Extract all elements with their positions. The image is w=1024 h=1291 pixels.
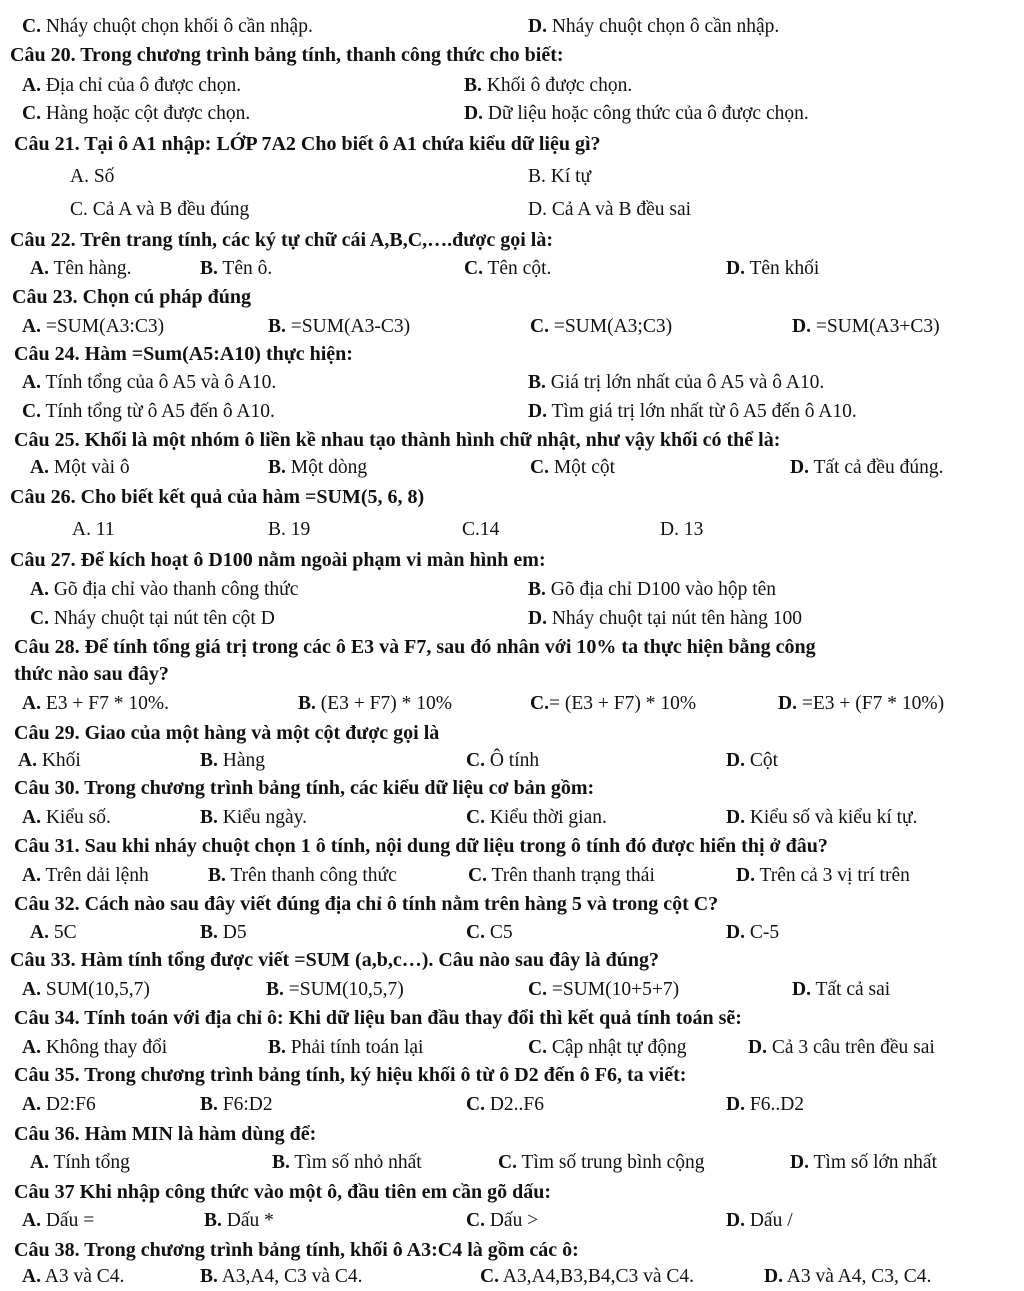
answer-option bbox=[30, 918, 77, 947]
option-letter: C. bbox=[530, 457, 549, 478]
option-text: Nháy chuột chọn ô cần nhập. bbox=[546, 16, 780, 37]
option-letter: A. bbox=[22, 1094, 41, 1115]
option-text: A3,A4,B3,B4,C3 và C4. bbox=[498, 1266, 694, 1287]
answer-option bbox=[530, 453, 615, 482]
answer-options-row bbox=[0, 254, 1024, 283]
option-letter: D. bbox=[792, 316, 811, 337]
option-letter: B. bbox=[200, 1266, 218, 1287]
option-letter: B. bbox=[528, 579, 546, 600]
option-text: C5 bbox=[484, 922, 513, 943]
question-text: Câu 34. Tính toán với địa chỉ ô: Khi dữ liệu ban đầu thay đổi thì kết quả tính toán sẽ: bbox=[14, 1007, 742, 1029]
answer-options-row bbox=[0, 975, 1024, 1004]
option-text: Trên thanh trạng thái bbox=[486, 865, 655, 886]
option-letter: C. bbox=[22, 103, 41, 124]
option-letter: A. bbox=[22, 316, 41, 337]
option-text: Tính tổng từ ô A5 đến ô A10. bbox=[40, 401, 275, 422]
answer-option bbox=[468, 861, 655, 890]
question-text: Câu 24. Hàm =Sum(A5:A10) thực hiện: bbox=[14, 343, 353, 365]
option-letter: D. bbox=[726, 1094, 745, 1115]
option-text: A. Số bbox=[70, 166, 115, 187]
option-text: (E3 + F7) * 10% bbox=[315, 693, 453, 714]
question-text: Câu 20. Trong chương trình bảng tính, thanh công thức cho biết: bbox=[10, 44, 564, 66]
answer-option bbox=[528, 975, 679, 1004]
answer-option bbox=[530, 312, 672, 341]
option-letter: A. bbox=[22, 1210, 41, 1231]
option-letter: B. bbox=[266, 979, 284, 1000]
question-text: Câu 37 Khi nhập công thức vào một ô, đầu tiên em cần gõ dấu: bbox=[14, 1181, 552, 1203]
option-text: C-5 bbox=[744, 922, 780, 943]
answer-option bbox=[22, 1033, 167, 1062]
answer-option bbox=[764, 1262, 931, 1291]
answer-option bbox=[480, 1262, 694, 1291]
option-text: Kiểu số và kiểu kí tự. bbox=[744, 807, 918, 828]
answer-option bbox=[298, 689, 452, 718]
option-letter: B. bbox=[268, 457, 286, 478]
option-letter: C. bbox=[30, 608, 49, 629]
option-letter: A. bbox=[30, 1152, 49, 1173]
answer-option bbox=[464, 71, 632, 100]
option-letter: D. bbox=[792, 979, 811, 1000]
answer-option bbox=[268, 453, 367, 482]
answer-option bbox=[464, 254, 551, 283]
answer-option bbox=[70, 162, 114, 191]
option-text: =SUM(A3;C3) bbox=[548, 316, 673, 337]
option-text: A3 và A4, C3, C4. bbox=[782, 1266, 932, 1287]
option-text: Tất cả sai bbox=[810, 979, 891, 1000]
option-letter: D. bbox=[790, 457, 809, 478]
option-text: Nháy chuột tại nút tên hàng 100 bbox=[546, 608, 803, 629]
option-letter: A. bbox=[22, 75, 41, 96]
option-text: Kiểu ngày. bbox=[217, 807, 308, 828]
option-letter: A. bbox=[22, 1266, 41, 1287]
option-text: Gõ địa chỉ D100 vào hộp tên bbox=[545, 579, 777, 600]
answer-option bbox=[792, 312, 940, 341]
option-text: Một dòng bbox=[285, 457, 368, 478]
answer-option bbox=[528, 368, 824, 397]
option-letter: C. bbox=[466, 922, 485, 943]
option-letter: D. bbox=[464, 103, 483, 124]
option-letter: B. bbox=[464, 75, 482, 96]
option-text: Dấu = bbox=[40, 1210, 95, 1231]
option-text: Kiểu số. bbox=[40, 807, 111, 828]
option-letter: A. bbox=[22, 693, 41, 714]
option-text: B. 19 bbox=[268, 519, 311, 540]
option-text: Tên ô. bbox=[217, 258, 273, 279]
answer-options-row bbox=[0, 397, 1024, 426]
answer-option bbox=[528, 162, 591, 191]
question-text: Câu 33. Hàm tính tổng được viết =SUM (a,b,c…). Câu nào sau đây là đúng? bbox=[10, 949, 660, 971]
option-letter: C. bbox=[528, 1037, 547, 1058]
option-text: D2..F6 bbox=[484, 1094, 545, 1115]
answer-option bbox=[22, 803, 111, 832]
option-letter: D. bbox=[726, 1210, 745, 1231]
option-text: Dấu * bbox=[221, 1210, 274, 1231]
answer-option bbox=[466, 803, 607, 832]
answer-option bbox=[22, 312, 164, 341]
option-text: D. 13 bbox=[660, 519, 704, 540]
option-text: =SUM(A3+C3) bbox=[810, 316, 940, 337]
option-letter: C. bbox=[466, 750, 485, 771]
option-letter: A. bbox=[22, 865, 41, 886]
answer-option bbox=[30, 575, 298, 604]
option-letter: B. bbox=[204, 1210, 222, 1231]
question-text: Câu 35. Trong chương trình bảng tính, ký hiệu khối ô từ ô D2 đến ô F6, ta viết: bbox=[14, 1064, 687, 1086]
option-letter: C. bbox=[480, 1266, 499, 1287]
option-letter: A. bbox=[30, 922, 49, 943]
option-text: =SUM(10,5,7) bbox=[283, 979, 404, 1000]
question-text: Câu 38. Trong chương trình bảng tính, khối ô A3:C4 là gồm các ô: bbox=[14, 1239, 579, 1261]
option-text: Tên cột. bbox=[482, 258, 552, 279]
answer-option bbox=[70, 195, 249, 224]
answer-option bbox=[528, 397, 857, 426]
option-letter: B. bbox=[208, 865, 226, 886]
answer-option bbox=[268, 1033, 423, 1062]
option-letter: B. bbox=[200, 1094, 218, 1115]
option-text: Một vài ô bbox=[48, 457, 130, 478]
answer-option bbox=[268, 312, 410, 341]
option-text: Tên khối bbox=[744, 258, 820, 279]
option-letter: A. bbox=[30, 579, 49, 600]
option-text: =SUM(A3:C3) bbox=[40, 316, 165, 337]
option-text: Trên thanh công thức bbox=[225, 865, 397, 886]
answer-options-row bbox=[0, 453, 1024, 482]
answer-option bbox=[726, 1206, 793, 1235]
option-text: SUM(10,5,7) bbox=[40, 979, 150, 1000]
answer-option bbox=[726, 918, 779, 947]
option-text: Cập nhật tự động bbox=[546, 1037, 687, 1058]
option-letter: B. bbox=[298, 693, 316, 714]
answer-option bbox=[266, 975, 404, 1004]
answer-options-row bbox=[0, 368, 1024, 397]
answer-option bbox=[498, 1148, 705, 1177]
answer-option bbox=[30, 453, 130, 482]
option-letter: C. bbox=[22, 16, 41, 37]
option-text: Hàng bbox=[217, 750, 266, 771]
option-text: Kiểu thời gian. bbox=[484, 807, 607, 828]
option-text: Tất cả đều đúng. bbox=[808, 457, 944, 478]
option-letter: B. bbox=[200, 750, 218, 771]
answer-option bbox=[22, 397, 275, 426]
option-letter: D. bbox=[726, 258, 745, 279]
answer-options-row bbox=[0, 99, 1024, 128]
option-text: C.14 bbox=[462, 519, 500, 540]
answer-option bbox=[30, 254, 131, 283]
option-text: = (E3 + F7) * 10% bbox=[548, 693, 697, 714]
option-text: Phải tính toán lại bbox=[285, 1037, 424, 1058]
option-letter: D. bbox=[790, 1152, 809, 1173]
option-letter: B. bbox=[200, 922, 218, 943]
answer-options-row bbox=[0, 1148, 1024, 1177]
option-letter: C. bbox=[22, 401, 41, 422]
answer-option bbox=[22, 71, 241, 100]
answer-option bbox=[22, 689, 169, 718]
option-text: Địa chỉ của ô được chọn. bbox=[40, 75, 242, 96]
option-text: Tìm số nhỏ nhất bbox=[289, 1152, 422, 1173]
answer-option bbox=[22, 1206, 94, 1235]
option-letter: B. bbox=[200, 807, 218, 828]
option-letter: A. bbox=[22, 372, 41, 393]
answer-option bbox=[22, 12, 313, 41]
answer-options-row bbox=[0, 604, 1024, 633]
option-letter: D. bbox=[736, 865, 755, 886]
answer-option bbox=[208, 861, 397, 890]
option-text: A3 và C4. bbox=[40, 1266, 125, 1287]
answer-option bbox=[22, 1090, 96, 1119]
answer-option bbox=[748, 1033, 935, 1062]
option-letter: A. bbox=[30, 457, 49, 478]
answer-options-row bbox=[0, 1262, 1024, 1291]
question-text: Câu 21. Tại ô A1 nhập: LỚP 7A2 Cho biết ô A1 chứa kiểu dữ liệu gì? bbox=[14, 133, 601, 155]
option-text: Trên dải lệnh bbox=[40, 865, 149, 886]
answer-option bbox=[72, 515, 115, 544]
option-letter: B. bbox=[268, 1037, 286, 1058]
question-text: Câu 32. Cách nào sau đây viết đúng địa chỉ ô tính nằm trên hàng 5 và trong cột C? bbox=[14, 893, 719, 915]
answer-option bbox=[528, 1033, 686, 1062]
option-letter: D. bbox=[764, 1266, 783, 1287]
option-text: F6:D2 bbox=[217, 1094, 273, 1115]
option-text: A3,A4, C3 và C4. bbox=[217, 1266, 363, 1287]
answer-option bbox=[462, 515, 499, 544]
answer-options-row bbox=[0, 746, 1024, 775]
question-text: Câu 22. Trên trang tính, các ký tự chữ cái A,B,C,….được gọi là: bbox=[10, 229, 554, 251]
answer-option bbox=[22, 861, 149, 890]
option-text: =SUM(A3-C3) bbox=[285, 316, 411, 337]
answer-option bbox=[22, 1262, 124, 1291]
option-letter: A. bbox=[22, 979, 41, 1000]
answer-option bbox=[200, 803, 307, 832]
option-letter: A. bbox=[22, 1037, 41, 1058]
option-letter: D. bbox=[528, 16, 547, 37]
answer-options-row bbox=[0, 575, 1024, 604]
option-text: C. Cả A và B đều đúng bbox=[70, 199, 250, 220]
answer-option bbox=[22, 368, 276, 397]
answer-option bbox=[736, 861, 910, 890]
option-text: A. 11 bbox=[72, 519, 115, 540]
option-text: B. Kí tự bbox=[528, 166, 592, 187]
answer-option bbox=[726, 254, 819, 283]
option-text: Ô tính bbox=[484, 750, 540, 771]
option-text: Tính tổng của ô A5 và ô A10. bbox=[40, 372, 277, 393]
answer-options-row bbox=[0, 803, 1024, 832]
answer-option bbox=[200, 1262, 363, 1291]
answer-option bbox=[466, 918, 513, 947]
answer-option bbox=[726, 803, 917, 832]
option-letter: A. bbox=[30, 258, 49, 279]
option-text: Khối ô được chọn. bbox=[481, 75, 633, 96]
answer-option bbox=[726, 746, 778, 775]
answer-option bbox=[466, 1090, 544, 1119]
answer-option bbox=[272, 1148, 422, 1177]
option-text: E3 + F7 * 10%. bbox=[40, 693, 169, 714]
question-text: Câu 27. Để kích hoạt ô D100 nằm ngoài phạm vi màn hình em: bbox=[10, 549, 546, 571]
option-letter: D. bbox=[528, 401, 547, 422]
answer-option bbox=[528, 195, 691, 224]
answer-option bbox=[200, 1090, 273, 1119]
option-text: Không thay đổi bbox=[40, 1037, 168, 1058]
option-text: Dấu / bbox=[744, 1210, 793, 1231]
answer-options-row bbox=[0, 312, 1024, 341]
answer-options-row bbox=[0, 1206, 1024, 1235]
option-text: Nháy chuột chọn khối ô cần nhập. bbox=[40, 16, 313, 37]
option-letter: D. bbox=[528, 608, 547, 629]
question-text: Câu 23. Chọn cú pháp đúng bbox=[12, 286, 251, 308]
answer-option bbox=[528, 575, 776, 604]
answer-option bbox=[660, 515, 703, 544]
answer-options-row bbox=[0, 861, 1024, 890]
option-text: Cả 3 câu trên đều sai bbox=[766, 1037, 935, 1058]
option-text: Dấu > bbox=[484, 1210, 539, 1231]
answer-options-row bbox=[0, 689, 1024, 718]
answer-option bbox=[528, 12, 779, 41]
answer-option bbox=[30, 604, 275, 633]
question-text: Câu 26. Cho biết kết quả của hàm =SUM(5, 6, 8) bbox=[10, 486, 425, 508]
option-letter: C. bbox=[530, 693, 549, 714]
answer-option bbox=[792, 975, 890, 1004]
answer-option bbox=[528, 604, 802, 633]
answer-option bbox=[204, 1206, 274, 1235]
option-letter: D. bbox=[748, 1037, 767, 1058]
option-text: Tính tổng bbox=[48, 1152, 130, 1173]
question-text: thức nào sau đây? bbox=[14, 663, 169, 685]
option-letter: B. bbox=[272, 1152, 290, 1173]
option-letter: C. bbox=[468, 865, 487, 886]
option-text: Dữ liệu hoặc công thức của ô được chọn. bbox=[482, 103, 809, 124]
option-letter: C. bbox=[466, 1094, 485, 1115]
option-text: D. Cả A và B đều sai bbox=[528, 199, 692, 220]
option-text: =E3 + (F7 * 10%) bbox=[796, 693, 945, 714]
option-text: F6..D2 bbox=[744, 1094, 805, 1115]
answer-option bbox=[726, 1090, 804, 1119]
answer-options-row bbox=[0, 71, 1024, 100]
option-letter: C. bbox=[498, 1152, 517, 1173]
option-text: Cột bbox=[744, 750, 779, 771]
option-letter: C. bbox=[464, 258, 483, 279]
answer-option bbox=[200, 918, 247, 947]
option-text: Tìm số trung bình cộng bbox=[516, 1152, 705, 1173]
answer-option bbox=[200, 254, 272, 283]
option-letter: C. bbox=[466, 807, 485, 828]
answer-option bbox=[464, 99, 809, 128]
option-text: Giá trị lớn nhất của ô A5 và ô A10. bbox=[545, 372, 825, 393]
answer-option bbox=[268, 515, 310, 544]
option-text: =SUM(10+5+7) bbox=[546, 979, 680, 1000]
option-letter: D. bbox=[726, 807, 745, 828]
option-letter: D. bbox=[726, 922, 745, 943]
answer-options-row bbox=[0, 12, 1024, 41]
option-letter: D. bbox=[726, 750, 745, 771]
answer-options-row bbox=[0, 515, 1024, 544]
question-text: Câu 30. Trong chương trình bảng tính, các kiểu dữ liệu cơ bản gồm: bbox=[14, 777, 595, 799]
answer-option bbox=[790, 1148, 937, 1177]
option-text: Tìm số lớn nhất bbox=[808, 1152, 938, 1173]
option-text: D2:F6 bbox=[40, 1094, 96, 1115]
option-letter: A. bbox=[22, 807, 41, 828]
option-letter: B. bbox=[200, 258, 218, 279]
option-text: Tên hàng. bbox=[48, 258, 132, 279]
answer-option bbox=[18, 746, 81, 775]
option-text: Khối bbox=[36, 750, 81, 771]
option-text: Một cột bbox=[548, 457, 616, 478]
option-letter: B. bbox=[268, 316, 286, 337]
answer-options-row bbox=[0, 162, 1024, 191]
option-text: Gõ địa chỉ vào thanh công thức bbox=[48, 579, 299, 600]
answer-option bbox=[530, 689, 696, 718]
question-text: Câu 28. Để tính tổng giá trị trong các ô E3 và F7, sau đó nhân với 10% ta thực hiện bằng công bbox=[14, 636, 816, 658]
answer-option bbox=[200, 746, 265, 775]
question-text: Câu 29. Giao của một hàng và một cột được gọi là bbox=[14, 722, 440, 744]
option-text: Trên cả 3 vị trí trên bbox=[754, 865, 910, 886]
option-letter: C. bbox=[528, 979, 547, 1000]
option-letter: C. bbox=[530, 316, 549, 337]
answer-option bbox=[466, 1206, 538, 1235]
answer-option bbox=[22, 99, 250, 128]
answer-options-row bbox=[0, 195, 1024, 224]
answer-option bbox=[790, 453, 943, 482]
answer-options-row bbox=[0, 1033, 1024, 1062]
answer-option bbox=[466, 746, 539, 775]
option-text: Hàng hoặc cột được chọn. bbox=[40, 103, 251, 124]
option-letter: D. bbox=[778, 693, 797, 714]
option-letter: A. bbox=[18, 750, 37, 771]
answer-options-row bbox=[0, 918, 1024, 947]
question-text: Câu 25. Khối là một nhóm ô liền kề nhau tạo thành hình chữ nhật, như vậy khối có thể là: bbox=[14, 429, 781, 451]
option-text: 5C bbox=[48, 922, 77, 943]
option-text: D5 bbox=[217, 922, 247, 943]
answer-option bbox=[778, 689, 944, 718]
answer-options-row bbox=[0, 1090, 1024, 1119]
option-letter: C. bbox=[466, 1210, 485, 1231]
answer-option bbox=[30, 1148, 130, 1177]
option-letter: B. bbox=[528, 372, 546, 393]
question-text: Câu 31. Sau khi nháy chuột chọn 1 ô tính, nội dung dữ liệu trong ô tính đó được hiển thị ở đâu? bbox=[14, 835, 828, 857]
question-text: Câu 36. Hàm MIN là hàm dùng để: bbox=[14, 1123, 317, 1145]
answer-option bbox=[22, 975, 150, 1004]
option-text: Nháy chuột tại nút tên cột D bbox=[48, 608, 275, 629]
option-text: Tìm giá trị lớn nhất từ ô A5 đến ô A10. bbox=[546, 401, 857, 422]
